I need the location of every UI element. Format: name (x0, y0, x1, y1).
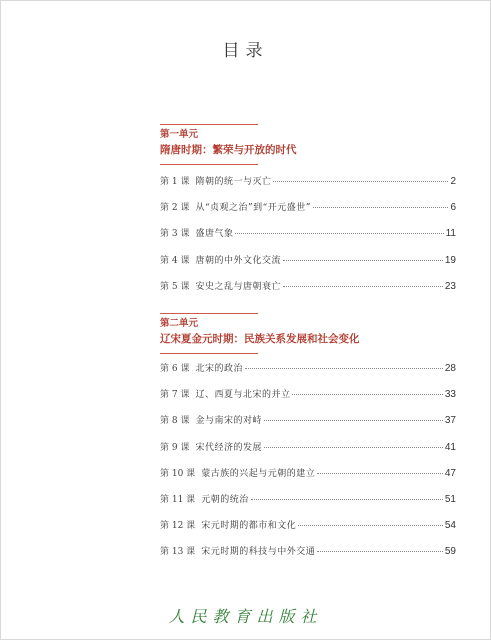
page-number: 23 (444, 280, 456, 292)
page-number: 47 (444, 467, 456, 479)
unit-label: 第一单元 (160, 129, 199, 140)
toc-entry[interactable] (160, 415, 456, 441)
unit-divider (160, 353, 258, 354)
lesson-title: 盛唐气象 (195, 229, 234, 240)
page-number: 59 (444, 546, 456, 558)
lesson-number: 第 4 课 (160, 255, 190, 266)
publisher-logo: 人民教育出版社 (168, 607, 323, 626)
toc-entry[interactable] (160, 202, 456, 228)
unit-1-header (160, 124, 460, 165)
dot-leader (317, 473, 443, 474)
page-number: 33 (444, 389, 456, 401)
lesson-title: 从“贞观之治”到“开元盛世” (195, 203, 311, 214)
lesson-number: 第 7 课 (160, 390, 190, 401)
lesson-number: 第 6 课 (160, 364, 190, 374)
toc-entry[interactable] (160, 494, 456, 520)
lesson-title: 辽、西夏与北宋的并立 (195, 390, 291, 401)
dot-leader (264, 447, 443, 448)
dot-leader (292, 394, 442, 395)
unit-title: 辽宋夏金元时期：民族关系发展和社会变化 (160, 333, 360, 345)
toc-entry[interactable] (160, 468, 456, 494)
lesson-title: 北宋的政治 (195, 364, 243, 374)
unit-divider (160, 313, 258, 314)
lesson-title: 金与南宋的对峙 (195, 416, 262, 427)
lesson-title: 安史之乱与唐朝衰亡 (195, 281, 281, 292)
dot-leader (283, 260, 443, 261)
toc-entry[interactable] (160, 389, 456, 415)
toc-entry[interactable] (160, 281, 456, 307)
lesson-number: 第 12 课 (160, 521, 196, 532)
lesson-number: 第 2 课 (160, 203, 190, 214)
lesson-title: 宋代经济的发展 (195, 442, 262, 453)
unit-title: 隋唐时期：繁荣与开放的时代 (160, 144, 297, 156)
lesson-number: 第 11 课 (160, 494, 196, 505)
page-number: 54 (444, 520, 456, 532)
page-title: 目录 (222, 41, 269, 61)
unit-divider (160, 164, 258, 165)
dot-leader (273, 181, 448, 182)
lesson-title: 唐朝的中外文化交流 (195, 255, 281, 266)
page-number: 41 (444, 441, 456, 453)
lesson-title: 隋朝的统一与灭亡 (195, 177, 272, 187)
lesson-number: 第 5 课 (160, 281, 190, 292)
lesson-number: 第 9 课 (160, 442, 190, 453)
dot-leader (245, 368, 443, 369)
lesson-number: 第 3 课 (160, 229, 190, 240)
lesson-title: 宋元时期的科技与中外交通 (201, 547, 316, 558)
dot-leader (313, 207, 449, 208)
lesson-number: 第 10 课 (160, 468, 196, 479)
dot-leader (235, 233, 443, 234)
dot-leader (298, 525, 443, 526)
unit-label: 第二单元 (160, 318, 199, 329)
lesson-title: 宋元时期的都市和文化 (201, 521, 297, 532)
toc-entry[interactable] (160, 442, 456, 468)
toc-entry[interactable] (160, 546, 456, 572)
toc-entry[interactable] (160, 520, 456, 546)
page-number: 19 (444, 254, 456, 266)
toc-entry[interactable] (160, 255, 456, 281)
page-number: 6 (450, 202, 456, 214)
toc-entry[interactable] (160, 228, 456, 254)
lesson-number: 第 13 课 (160, 547, 196, 558)
lesson-title: 元朝的统治 (201, 494, 249, 505)
unit-2-lesson-list (160, 363, 456, 573)
lesson-number: 第 8 课 (160, 416, 190, 427)
dot-leader (251, 499, 443, 500)
page-number: 37 (444, 415, 456, 427)
dot-leader (317, 551, 443, 552)
page-number: 51 (444, 493, 456, 505)
lesson-number: 第 1 课 (160, 177, 190, 187)
unit-1-lesson-list (160, 176, 456, 307)
toc-entry[interactable] (160, 363, 456, 389)
unit-2-header (160, 313, 460, 354)
page-number: 28 (444, 363, 456, 374)
page-number: 11 (445, 228, 456, 240)
page-number: 2 (450, 176, 456, 187)
lesson-title: 蒙古族的兴起与元朝的建立 (201, 468, 316, 479)
dot-leader (283, 286, 443, 287)
dot-leader (264, 420, 443, 421)
toc-entry[interactable] (160, 176, 456, 202)
unit-divider (160, 124, 258, 125)
